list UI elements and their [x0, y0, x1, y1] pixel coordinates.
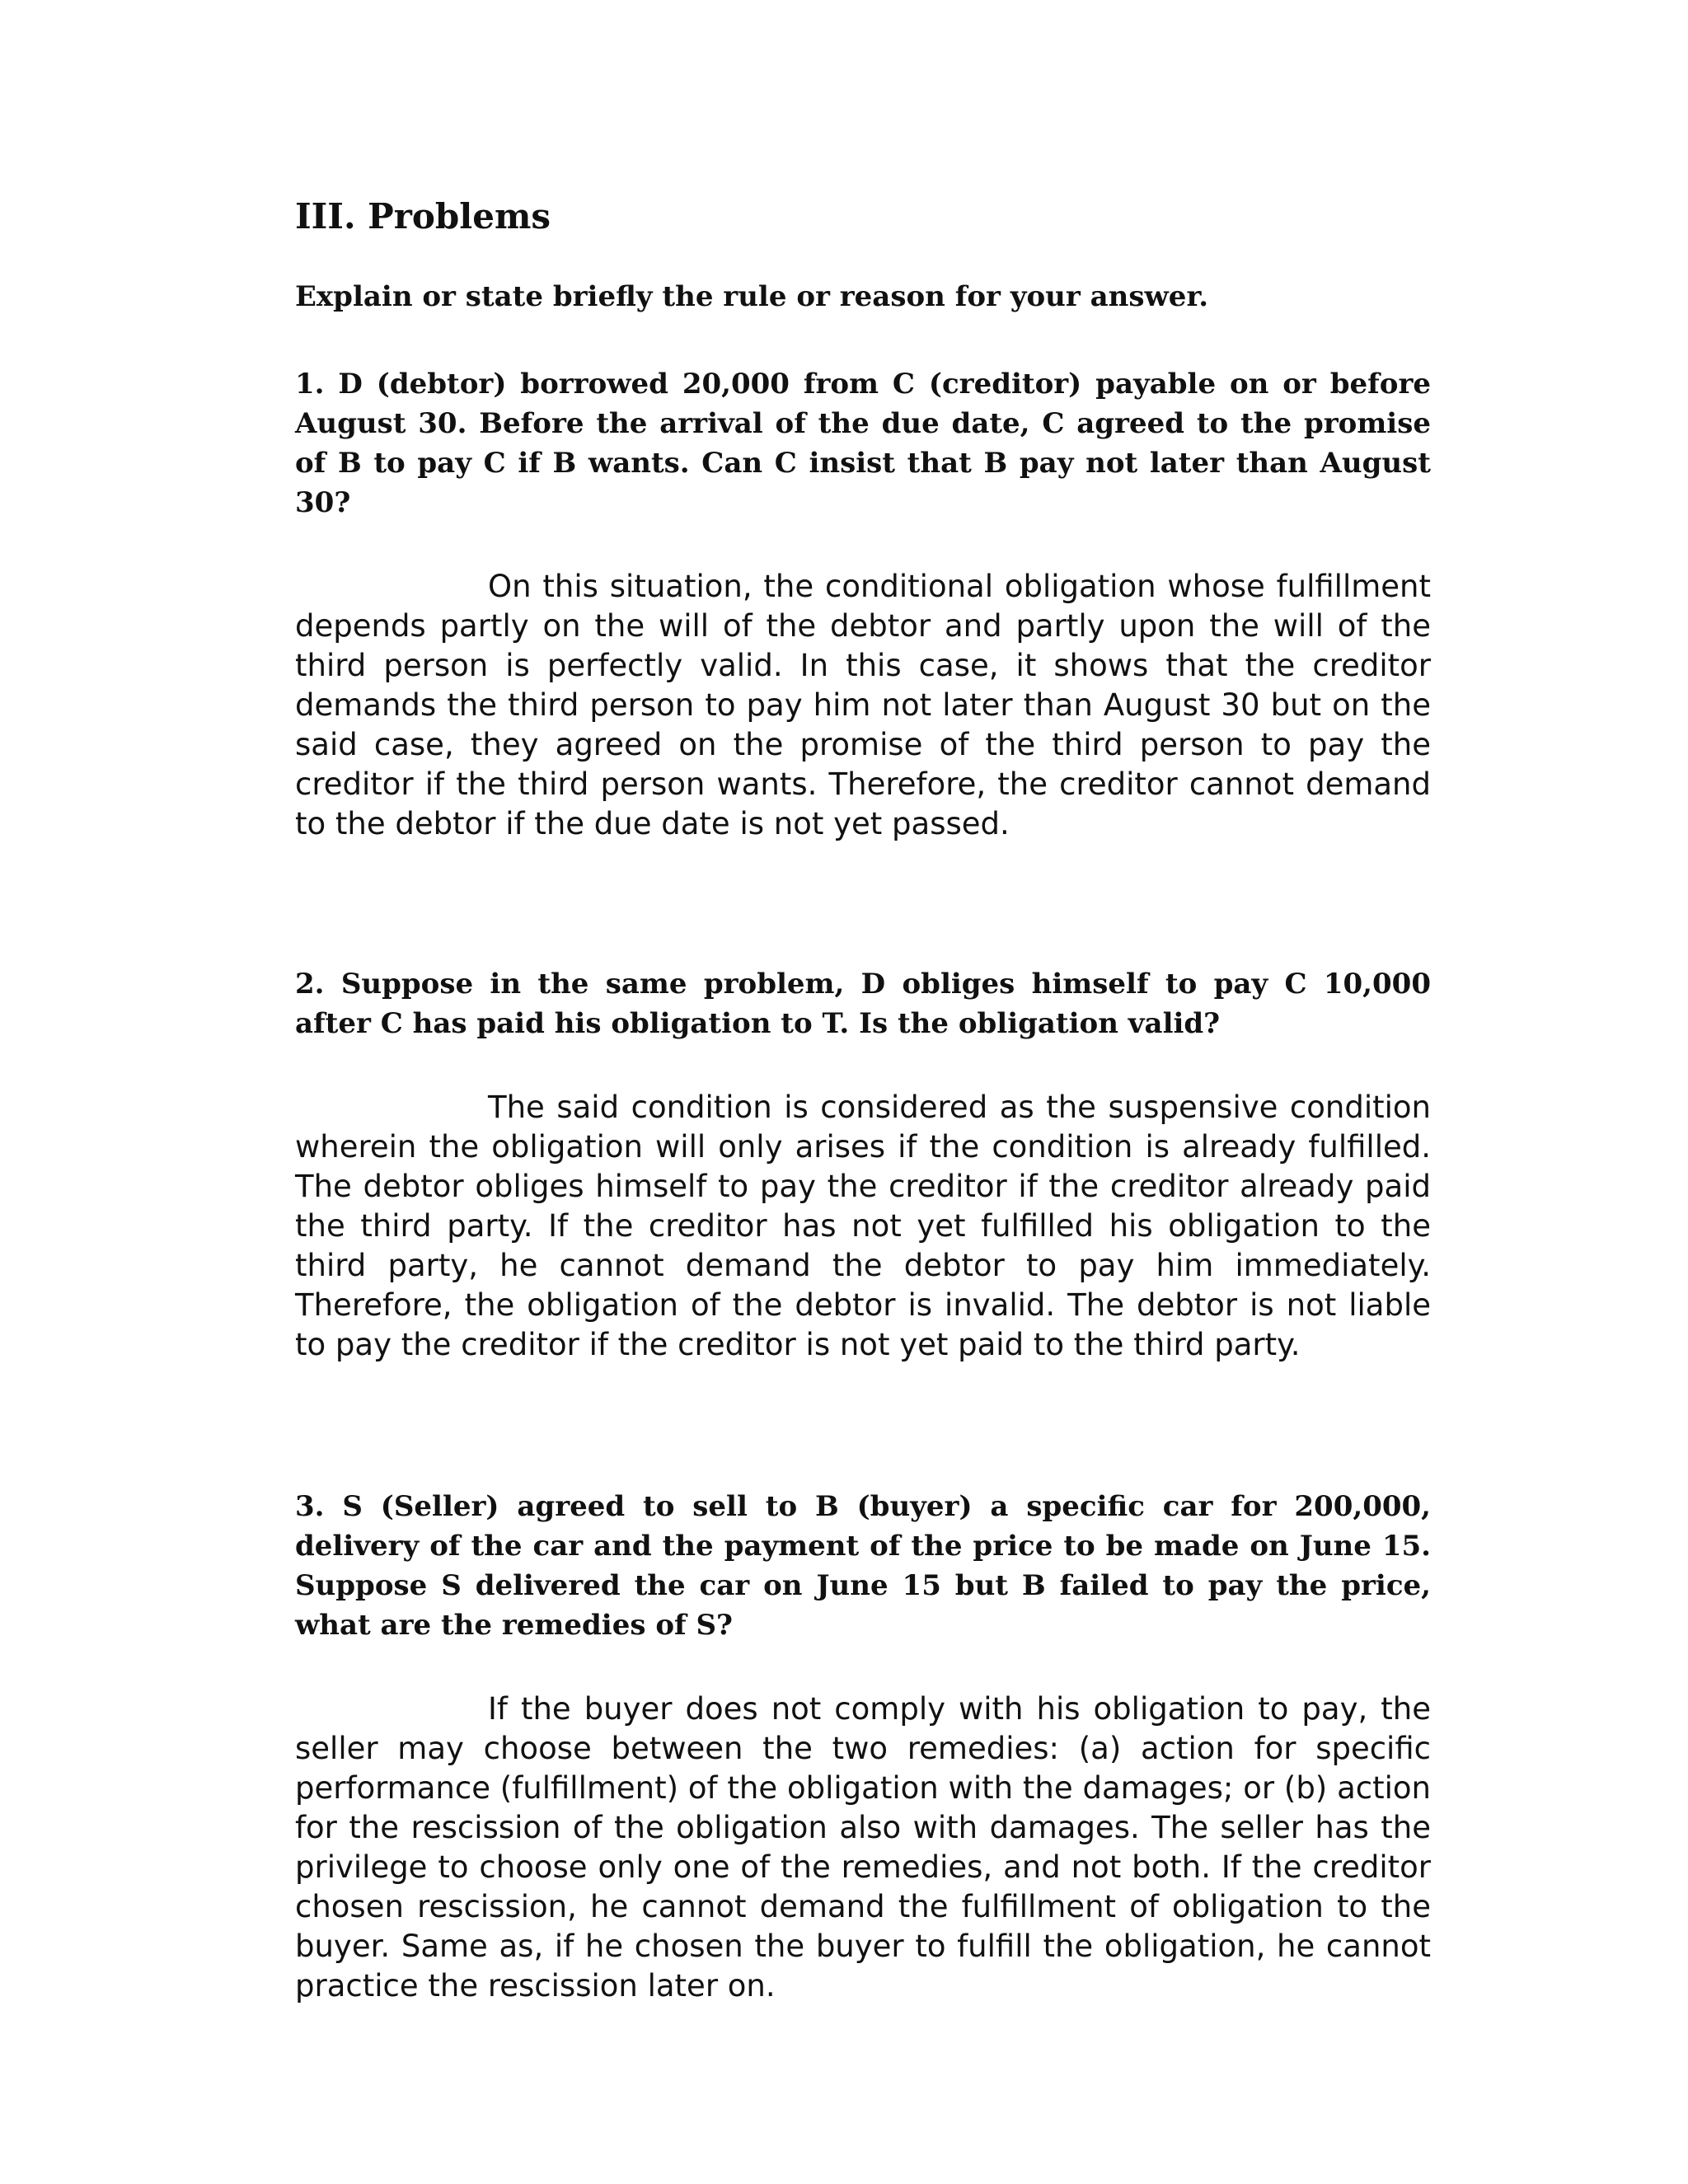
- problem-1: [295, 364, 1431, 844]
- section-heading: III. Problems: [295, 196, 551, 237]
- problem-2-answer: The said condition is considered as the suspensive condition wherein the obligation will only arises if the condition is already fulfilled. The debtor obliges himself to pay the creditor if the creditor already paid the third party. If the creditor has not yet fulfilled his obligation to the third party, he cannot demand the debtor to pay him immediately. Therefore, the obligation of the debtor is invalid. The debtor is not liable to pay the creditor if the creditor is not yet paid to the third party.: [295, 1090, 1431, 1363]
- problem-2: [295, 964, 1431, 1365]
- instruction-text: Explain or state briefly the rule or reason for your answer.: [295, 280, 1209, 314]
- problem-2-question: 2. Suppose in the same problem, D obliges himself to pay C 10,000 after C has paid his obligation to T. Is the obligation valid?: [295, 968, 1431, 1041]
- spacer: [295, 1365, 1431, 1487]
- problem-3: [295, 1487, 1431, 2006]
- spacer: [295, 844, 1431, 964]
- problem-1-answer: On this situation, the conditional obligation whose fulfillment depends partly on the will of the debtor and partly upon the will of the third person is perfectly valid. In this case, it shows that the creditor demands the third person to pay him not later than August 30 but on the said case, they agreed on the promise of the third person to pay the creditor if the third person wants. Therefore, the creditor cannot demand to the debtor if the due date is not yet passed.: [295, 569, 1431, 842]
- problem-1-question: 1. D (debtor) borrowed 20,000 from C (creditor) payable on or before August 30. Before the arrival of the due date, C agreed to the promise of B to pay C if B wants. Can C insist that B pay not later than August 30?: [295, 368, 1431, 520]
- problem-3-question: 3. S (Seller) agreed to sell to B (buyer) a specific car for 200,000, delivery of the car and the payment of the price to be made on June 15. Suppose S delivered the car on June 15 but B failed to pay the price, what are the remedies of S?: [295, 1490, 1431, 1643]
- problem-3-answer: If the buyer does not comply with his obligation to pay, the seller may choose between the two remedies: (a) action for specific performance (fulfillment) of the obligation with the damages; or (b) action for the rescission of the obligation also with damages. The seller has the privilege to choose only one of the remedies, and not both. If the creditor chosen rescission, he cannot demand the fulfillment of obligation to the buyer. Same as, if he chosen the buyer to fulfill the obligation, he cannot practice the rescission later on.: [295, 1691, 1431, 2004]
- page-content: [295, 196, 1431, 2006]
